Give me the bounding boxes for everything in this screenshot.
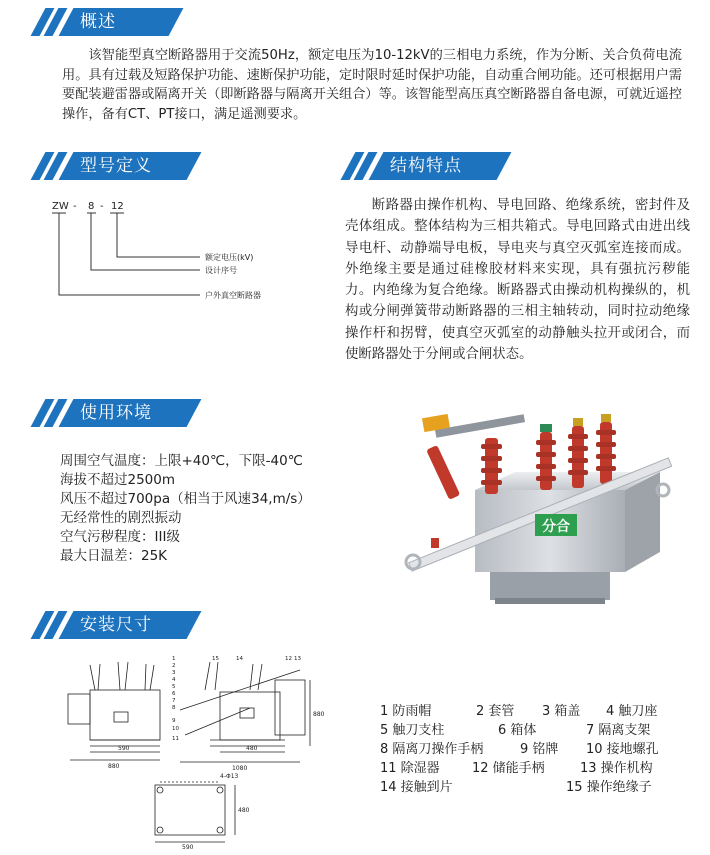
- env-item: 周围空气温度：上限+40℃，下限-40℃: [60, 453, 303, 469]
- callout-2: 2: [172, 663, 176, 669]
- callout-4: 4: [172, 677, 176, 683]
- callout-7: 7: [172, 698, 176, 704]
- dim-480: 480: [246, 745, 258, 752]
- callout-12: 12: [285, 656, 292, 662]
- callout-8: 8: [172, 705, 176, 711]
- dim-880-height: 880: [313, 711, 325, 718]
- base-frame: [490, 570, 610, 600]
- part-item: 7 隔离支架: [586, 723, 651, 738]
- dim-880: 880: [108, 763, 120, 770]
- part-item: 1 防雨帽: [380, 704, 432, 719]
- parts-row: [380, 778, 700, 797]
- parts-row: [380, 702, 700, 721]
- env-item: 风压不超过700pa（相当于风速34,m/s）: [60, 491, 311, 507]
- model-code-diagram: [40, 195, 300, 305]
- callout-10: 10: [172, 726, 179, 732]
- part-item: 13 操作机构: [580, 761, 653, 776]
- code-sep: -: [73, 201, 77, 212]
- env-item: 最大日温差：25K: [60, 548, 168, 564]
- parts-row: [380, 721, 700, 740]
- section-header-install: [30, 611, 200, 639]
- callout-6: 6: [172, 691, 176, 697]
- parts-row: [380, 759, 700, 778]
- section-title: 型号定义: [80, 156, 152, 176]
- callout-1: 1: [172, 656, 176, 662]
- code-part-12: 12: [111, 201, 124, 212]
- install-drawing: [60, 650, 360, 850]
- parts-list: [380, 702, 700, 797]
- overview-paragraph: [62, 46, 682, 124]
- dim-base-480: 480: [238, 807, 250, 814]
- callout-5: 5: [172, 684, 176, 690]
- section-header-overview: [30, 8, 170, 36]
- header-bar: [59, 8, 184, 36]
- product-photo: [395, 410, 695, 620]
- code-sep: -: [100, 201, 104, 212]
- part-item: 3 箱盖: [542, 704, 581, 719]
- dim-1080: 1080: [232, 765, 248, 772]
- section-header-model: [30, 152, 200, 180]
- callout-3: 3: [172, 670, 176, 676]
- callout-14: 14: [236, 656, 243, 662]
- callout-9: 9: [172, 718, 176, 724]
- section-title: 使用环境: [80, 403, 152, 423]
- parts-row: [380, 740, 700, 759]
- code-part-zw: ZW: [52, 201, 69, 212]
- overview-text: 该智能型真空断路器用于交流50Hz，额定电压为10-12kV的三相电力系统，作为分断、关合负荷电流用。具有过载及短路保护功能、速断保护功能，定时限时延时保护功能，自动重合闸功能。还可根据用户需要配装避雷器或隔离开关（即断路器与隔离开关组合）等。该智能型高压真空断路器自备电源，可就近遥控操作，备有CT、PT接口，满足遥测要求。: [62, 48, 682, 122]
- callout-15: 15: [212, 656, 219, 662]
- environment-list: [60, 452, 311, 566]
- callout-13: 13: [294, 656, 301, 662]
- part-item: 2 套管: [476, 704, 515, 719]
- env-item: 无经常性的剧烈振动: [60, 510, 182, 526]
- section-header-environment: [30, 399, 200, 427]
- dim-base-590: 590: [182, 844, 194, 850]
- section-title: 结构特点: [390, 156, 462, 176]
- part-item: 6 箱体: [498, 723, 537, 738]
- section-title: 安装尺寸: [80, 615, 152, 635]
- section-title: 概述: [80, 12, 116, 32]
- env-item: 空气污秽程度：III级: [60, 529, 180, 545]
- code-part-8: 8: [88, 201, 95, 212]
- label-outdoor-vacuum: 户外真空断路器: [205, 291, 261, 300]
- part-item: 14 接触到片: [380, 780, 453, 795]
- part-item: 5 触刀支柱: [380, 723, 445, 738]
- part-item: 4 触刀座: [606, 704, 658, 719]
- dim-590: 590: [118, 745, 130, 752]
- env-item: 海拔不超过2500m: [60, 472, 176, 488]
- callout-11: 11: [172, 736, 179, 742]
- structure-paragraph: [345, 195, 690, 365]
- part-item: 11 除湿器: [380, 761, 440, 776]
- part-item: 9 铭牌: [520, 742, 559, 757]
- section-header-structure: [340, 152, 510, 180]
- sign-text: 分合: [542, 519, 570, 535]
- part-item: 12 储能手柄: [472, 761, 545, 776]
- structure-text: 断路器由操作机构、导电回路、绝缘系统，密封件及壳体组成。整体结构为三相共箱式。导电回路式由进出线导电杆、动静端导电板，导电夹与真空灭弧室连接而成。外绝缘主要是通过硅橡胶材料来实现，具有强抗污秽能力。内绝缘为复合绝缘。断路器式由操动机构操纵的，机构或分闸弹簧带动断路器的三相主轴转动，同时拉动绝缘操作杆和拐臂，使真空灭弧室的动静触头拉开或闭合，而使断路器处于分闸或合闸状态。: [345, 198, 690, 363]
- label-rated-voltage: 额定电压(kV): [205, 253, 254, 262]
- part-item: 8 隔离刀操作手柄: [380, 742, 484, 757]
- label-design-serial: 设计序号: [205, 266, 237, 275]
- dim-holes: 4-Φ13: [220, 773, 239, 780]
- part-item: 15 操作绝缘子: [566, 780, 652, 795]
- part-item: 10 接地螺孔: [586, 742, 659, 757]
